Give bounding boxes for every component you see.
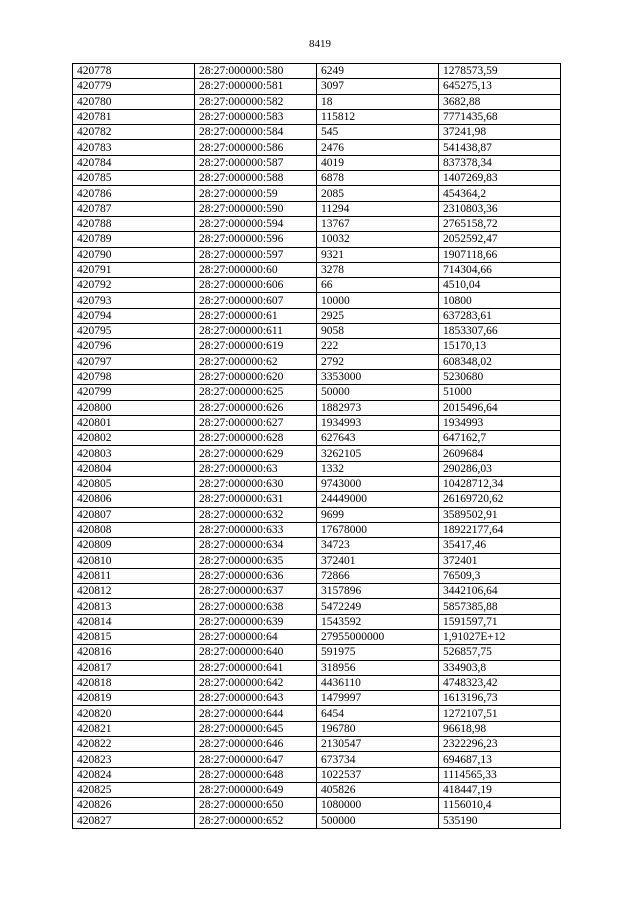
cadastral-number-cell: 28:27:000000:649 <box>195 782 317 797</box>
row-id-cell: 420809 <box>73 538 195 553</box>
row-id-cell: 420788 <box>73 216 195 231</box>
area-cell: 3097 <box>317 79 439 94</box>
row-id-cell: 420779 <box>73 79 195 94</box>
value-cell: 1613196,73 <box>439 691 561 706</box>
cadastral-number-cell: 28:27:000000:597 <box>195 247 317 262</box>
cadastral-number-cell: 28:27:000000:631 <box>195 492 317 507</box>
cadastral-number-cell: 28:27:000000:640 <box>195 645 317 660</box>
value-cell: 2052592,47 <box>439 232 561 247</box>
row-id-cell: 420810 <box>73 553 195 568</box>
area-cell: 10032 <box>317 232 439 247</box>
table-row <box>73 614 561 629</box>
value-cell: 10428712,34 <box>439 477 561 492</box>
row-id-cell: 420778 <box>73 64 195 79</box>
area-cell: 72866 <box>317 568 439 583</box>
value-cell: 694687,13 <box>439 752 561 767</box>
value-cell: 5857385,88 <box>439 599 561 614</box>
table-row <box>73 492 561 507</box>
row-id-cell: 420781 <box>73 109 195 124</box>
row-id-cell: 420804 <box>73 461 195 476</box>
table-row <box>73 201 561 216</box>
row-id-cell: 420811 <box>73 568 195 583</box>
cadastral-number-cell: 28:27:000000:638 <box>195 599 317 614</box>
area-cell: 24449000 <box>317 492 439 507</box>
table-row <box>73 94 561 109</box>
value-cell: 26169720,62 <box>439 492 561 507</box>
cadastral-number-cell: 28:27:000000:607 <box>195 293 317 308</box>
area-cell: 1332 <box>317 461 439 476</box>
area-cell: 591975 <box>317 645 439 660</box>
row-id-cell: 420802 <box>73 431 195 446</box>
cadastral-number-cell: 28:27:000000:581 <box>195 79 317 94</box>
table-row <box>73 691 561 706</box>
table-row <box>73 538 561 553</box>
value-cell: 4510,04 <box>439 278 561 293</box>
cadastral-number-cell: 28:27:000000:584 <box>195 125 317 140</box>
row-id-cell: 420793 <box>73 293 195 308</box>
cadastral-number-cell: 28:27:000000:633 <box>195 522 317 537</box>
area-cell: 1479997 <box>317 691 439 706</box>
area-cell: 627643 <box>317 431 439 446</box>
row-id-cell: 420813 <box>73 599 195 614</box>
area-cell: 9699 <box>317 507 439 522</box>
table-row <box>73 339 561 354</box>
row-id-cell: 420797 <box>73 354 195 369</box>
row-id-cell: 420786 <box>73 186 195 201</box>
table-row <box>73 752 561 767</box>
cadastral-number-cell: 28:27:000000:583 <box>195 109 317 124</box>
row-id-cell: 420823 <box>73 752 195 767</box>
cadastral-number-cell: 28:27:000000:611 <box>195 324 317 339</box>
table-row <box>73 584 561 599</box>
row-id-cell: 420821 <box>73 721 195 736</box>
cadastral-number-cell: 28:27:000000:629 <box>195 446 317 461</box>
value-cell: 3589502,91 <box>439 507 561 522</box>
area-cell: 9743000 <box>317 477 439 492</box>
value-cell: 334903,8 <box>439 660 561 675</box>
area-cell: 3262105 <box>317 446 439 461</box>
value-cell: 1114565,33 <box>439 767 561 782</box>
cadastral-number-cell: 28:27:000000:636 <box>195 568 317 583</box>
area-cell: 18 <box>317 94 439 109</box>
value-cell: 1278573,59 <box>439 64 561 79</box>
area-cell: 1543592 <box>317 614 439 629</box>
row-id-cell: 420794 <box>73 308 195 323</box>
value-cell: 2310803,36 <box>439 201 561 216</box>
cadastral-number-cell: 28:27:000000:632 <box>195 507 317 522</box>
row-id-cell: 420790 <box>73 247 195 262</box>
table-row <box>73 553 561 568</box>
value-cell: 637283,61 <box>439 308 561 323</box>
table-row <box>73 737 561 752</box>
cadastral-number-cell: 28:27:000000:643 <box>195 691 317 706</box>
row-id-cell: 420825 <box>73 782 195 797</box>
cadastral-number-cell: 28:27:000000:620 <box>195 369 317 384</box>
value-cell: 51000 <box>439 385 561 400</box>
value-cell: 2015496,64 <box>439 400 561 415</box>
area-cell: 9058 <box>317 324 439 339</box>
cadastral-number-cell: 28:27:000000:648 <box>195 767 317 782</box>
area-cell: 6249 <box>317 64 439 79</box>
area-cell: 9321 <box>317 247 439 262</box>
table-row <box>73 522 561 537</box>
value-cell: 1407269,83 <box>439 171 561 186</box>
row-id-cell: 420799 <box>73 385 195 400</box>
cadastral-number-cell: 28:27:000000:60 <box>195 262 317 277</box>
area-cell: 66 <box>317 278 439 293</box>
value-cell: 418447,19 <box>439 782 561 797</box>
value-cell: 535190 <box>439 813 561 828</box>
area-cell: 673734 <box>317 752 439 767</box>
table-row <box>73 354 561 369</box>
value-cell: 1272107,51 <box>439 706 561 721</box>
cadastral-number-cell: 28:27:000000:619 <box>195 339 317 354</box>
row-id-cell: 420792 <box>73 278 195 293</box>
value-cell: 3682,88 <box>439 94 561 109</box>
value-cell: 5230680 <box>439 369 561 384</box>
row-id-cell: 420789 <box>73 232 195 247</box>
row-id-cell: 420816 <box>73 645 195 660</box>
area-cell: 3353000 <box>317 369 439 384</box>
cadastral-number-cell: 28:27:000000:59 <box>195 186 317 201</box>
row-id-cell: 420808 <box>73 522 195 537</box>
data-table <box>72 63 561 829</box>
area-cell: 50000 <box>317 385 439 400</box>
table-row <box>73 461 561 476</box>
area-cell: 6454 <box>317 706 439 721</box>
table-row <box>73 477 561 492</box>
row-id-cell: 420785 <box>73 171 195 186</box>
table-row <box>73 293 561 308</box>
area-cell: 6878 <box>317 171 439 186</box>
cadastral-number-cell: 28:27:000000:652 <box>195 813 317 828</box>
cadastral-number-cell: 28:27:000000:641 <box>195 660 317 675</box>
value-cell: 35417,46 <box>439 538 561 553</box>
table-row <box>73 278 561 293</box>
value-cell: 15170,13 <box>439 339 561 354</box>
table-row <box>73 125 561 140</box>
area-cell: 34723 <box>317 538 439 553</box>
area-cell: 2925 <box>317 308 439 323</box>
cadastral-number-cell: 28:27:000000:62 <box>195 354 317 369</box>
value-cell: 372401 <box>439 553 561 568</box>
cadastral-number-cell: 28:27:000000:63 <box>195 461 317 476</box>
table-row <box>73 568 561 583</box>
table-row <box>73 79 561 94</box>
table-row <box>73 400 561 415</box>
value-cell: 647162,7 <box>439 431 561 446</box>
table-row <box>73 171 561 186</box>
row-id-cell: 420814 <box>73 614 195 629</box>
value-cell: 454364,2 <box>439 186 561 201</box>
table-row <box>73 247 561 262</box>
cadastral-number-cell: 28:27:000000:650 <box>195 798 317 813</box>
area-cell: 318956 <box>317 660 439 675</box>
value-cell: 1156010,4 <box>439 798 561 813</box>
value-cell: 10800 <box>439 293 561 308</box>
cadastral-number-cell: 28:27:000000:634 <box>195 538 317 553</box>
cadastral-number-cell: 28:27:000000:588 <box>195 171 317 186</box>
row-id-cell: 420791 <box>73 262 195 277</box>
cadastral-number-cell: 28:27:000000:645 <box>195 721 317 736</box>
table-row <box>73 369 561 384</box>
cadastral-number-cell: 28:27:000000:646 <box>195 737 317 752</box>
cadastral-number-cell: 28:27:000000:64 <box>195 629 317 644</box>
area-cell: 27955000000 <box>317 629 439 644</box>
row-id-cell: 420807 <box>73 507 195 522</box>
area-cell: 545 <box>317 125 439 140</box>
area-cell: 17678000 <box>317 522 439 537</box>
cadastral-number-cell: 28:27:000000:582 <box>195 94 317 109</box>
row-id-cell: 420806 <box>73 492 195 507</box>
area-cell: 13767 <box>317 216 439 231</box>
table-row <box>73 140 561 155</box>
table-row <box>73 767 561 782</box>
table-row <box>73 782 561 797</box>
value-cell: 7771435,68 <box>439 109 561 124</box>
cadastral-number-cell: 28:27:000000:628 <box>195 431 317 446</box>
row-id-cell: 420820 <box>73 706 195 721</box>
table-row <box>73 64 561 79</box>
table-row <box>73 721 561 736</box>
value-cell: 645275,13 <box>439 79 561 94</box>
table-row <box>73 813 561 828</box>
area-cell: 222 <box>317 339 439 354</box>
row-id-cell: 420824 <box>73 767 195 782</box>
area-cell: 372401 <box>317 553 439 568</box>
table-row <box>73 675 561 690</box>
area-cell: 4019 <box>317 155 439 170</box>
value-cell: 2609684 <box>439 446 561 461</box>
area-cell: 1934993 <box>317 415 439 430</box>
table-row <box>73 446 561 461</box>
table-row <box>73 216 561 231</box>
table-row <box>73 431 561 446</box>
table-row <box>73 232 561 247</box>
cadastral-number-cell: 28:27:000000:596 <box>195 232 317 247</box>
cadastral-number-cell: 28:27:000000:627 <box>195 415 317 430</box>
area-cell: 10000 <box>317 293 439 308</box>
table-row <box>73 645 561 660</box>
table-row <box>73 109 561 124</box>
value-cell: 18922177,64 <box>439 522 561 537</box>
table-row <box>73 507 561 522</box>
area-cell: 5472249 <box>317 599 439 614</box>
table-row <box>73 262 561 277</box>
area-cell: 11294 <box>317 201 439 216</box>
value-cell: 76509,3 <box>439 568 561 583</box>
cadastral-number-cell: 28:27:000000:635 <box>195 553 317 568</box>
row-id-cell: 420795 <box>73 324 195 339</box>
row-id-cell: 420827 <box>73 813 195 828</box>
value-cell: 4748323,42 <box>439 675 561 690</box>
value-cell: 2765158,72 <box>439 216 561 231</box>
row-id-cell: 420782 <box>73 125 195 140</box>
table-row <box>73 599 561 614</box>
value-cell: 526857,75 <box>439 645 561 660</box>
value-cell: 541438,87 <box>439 140 561 155</box>
value-cell: 1853307,66 <box>439 324 561 339</box>
value-cell: 2322296,23 <box>439 737 561 752</box>
row-id-cell: 420801 <box>73 415 195 430</box>
cadastral-number-cell: 28:27:000000:594 <box>195 216 317 231</box>
table-row <box>73 186 561 201</box>
area-cell: 405826 <box>317 782 439 797</box>
area-cell: 2085 <box>317 186 439 201</box>
area-cell: 1080000 <box>317 798 439 813</box>
cadastral-number-cell: 28:27:000000:587 <box>195 155 317 170</box>
cadastral-number-cell: 28:27:000000:625 <box>195 385 317 400</box>
row-id-cell: 420796 <box>73 339 195 354</box>
row-id-cell: 420784 <box>73 155 195 170</box>
area-cell: 2476 <box>317 140 439 155</box>
value-cell: 1934993 <box>439 415 561 430</box>
value-cell: 1,91027E+12 <box>439 629 561 644</box>
table-row <box>73 415 561 430</box>
row-id-cell: 420822 <box>73 737 195 752</box>
value-cell: 290286,03 <box>439 461 561 476</box>
value-cell: 1591597,71 <box>439 614 561 629</box>
table-row <box>73 308 561 323</box>
cadastral-number-cell: 28:27:000000:637 <box>195 584 317 599</box>
row-id-cell: 420798 <box>73 369 195 384</box>
area-cell: 3157896 <box>317 584 439 599</box>
table-row <box>73 798 561 813</box>
row-id-cell: 420826 <box>73 798 195 813</box>
row-id-cell: 420817 <box>73 660 195 675</box>
value-cell: 3442106,64 <box>439 584 561 599</box>
row-id-cell: 420800 <box>73 400 195 415</box>
cadastral-number-cell: 28:27:000000:647 <box>195 752 317 767</box>
row-id-cell: 420818 <box>73 675 195 690</box>
area-cell: 1022537 <box>317 767 439 782</box>
table-row <box>73 324 561 339</box>
cadastral-number-cell: 28:27:000000:580 <box>195 64 317 79</box>
row-id-cell: 420805 <box>73 477 195 492</box>
cadastral-number-cell: 28:27:000000:639 <box>195 614 317 629</box>
cadastral-number-cell: 28:27:000000:642 <box>195 675 317 690</box>
cadastral-number-cell: 28:27:000000:626 <box>195 400 317 415</box>
cadastral-number-cell: 28:27:000000:630 <box>195 477 317 492</box>
area-cell: 2792 <box>317 354 439 369</box>
row-id-cell: 420812 <box>73 584 195 599</box>
table-row <box>73 660 561 675</box>
value-cell: 837378,34 <box>439 155 561 170</box>
cadastral-number-cell: 28:27:000000:644 <box>195 706 317 721</box>
cadastral-number-cell: 28:27:000000:586 <box>195 140 317 155</box>
table-row <box>73 155 561 170</box>
value-cell: 714304,66 <box>439 262 561 277</box>
row-id-cell: 420783 <box>73 140 195 155</box>
table-row <box>73 706 561 721</box>
value-cell: 1907118,66 <box>439 247 561 262</box>
area-cell: 4436110 <box>317 675 439 690</box>
cadastral-number-cell: 28:27:000000:61 <box>195 308 317 323</box>
area-cell: 2130547 <box>317 737 439 752</box>
area-cell: 500000 <box>317 813 439 828</box>
table-row <box>73 385 561 400</box>
cadastral-number-cell: 28:27:000000:590 <box>195 201 317 216</box>
cadastral-number-cell: 28:27:000000:606 <box>195 278 317 293</box>
area-cell: 196780 <box>317 721 439 736</box>
value-cell: 37241,98 <box>439 125 561 140</box>
value-cell: 96618,98 <box>439 721 561 736</box>
row-id-cell: 420815 <box>73 629 195 644</box>
area-cell: 115812 <box>317 109 439 124</box>
table-body <box>73 64 561 829</box>
row-id-cell: 420819 <box>73 691 195 706</box>
row-id-cell: 420780 <box>73 94 195 109</box>
area-cell: 1882973 <box>317 400 439 415</box>
value-cell: 608348,02 <box>439 354 561 369</box>
row-id-cell: 420787 <box>73 201 195 216</box>
table-row <box>73 629 561 644</box>
row-id-cell: 420803 <box>73 446 195 461</box>
area-cell: 3278 <box>317 262 439 277</box>
page-number: 8419 <box>309 38 331 50</box>
